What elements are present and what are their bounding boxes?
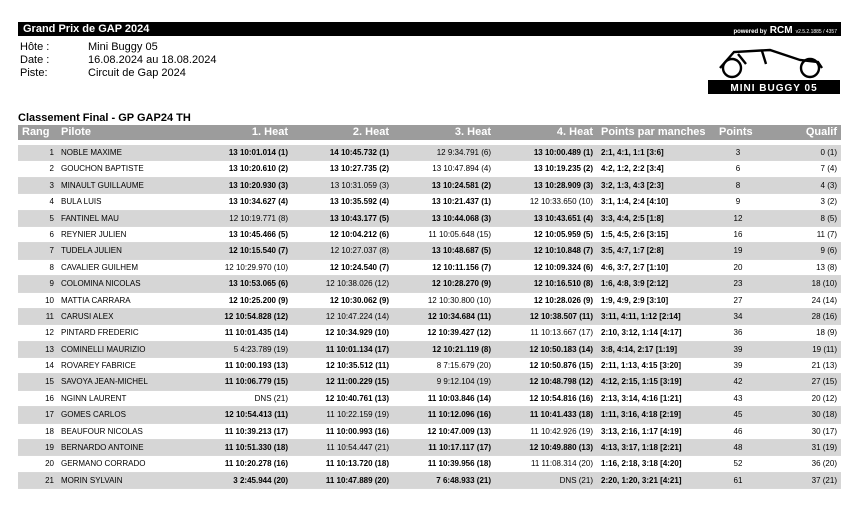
heat-1-cell: 13 10:53.065 (6) <box>228 279 288 289</box>
col-pilot: Pilote <box>61 126 91 138</box>
pilot-cell: REYNIER JULIEN <box>61 229 127 239</box>
points-per-heat-cell: 3:8, 4:14, 2:17 [1:19] <box>601 344 678 354</box>
results-table <box>18 145 841 489</box>
heat-3-cell: 12 10:30.800 (10) <box>427 295 491 305</box>
heat-2-cell: 12 10:47.224 (14) <box>325 311 389 321</box>
points-cell: 43 <box>733 393 743 403</box>
heat-4-cell: 12 10:50.876 (15) <box>529 361 593 371</box>
track-value: Circuit de Gap 2024 <box>88 67 186 79</box>
rank-cell: 7 <box>49 246 54 256</box>
qualif-cell: 13 (8) <box>816 262 837 272</box>
col-heat1: 1. Heat <box>251 126 288 138</box>
heat-1-cell: 13 10:20.930 (3) <box>228 180 288 190</box>
heat-2-cell: 14 10:45.732 (1) <box>329 148 389 157</box>
heat-1-cell: 11 10:20.278 (16) <box>224 459 288 469</box>
logo-text: MINI BUGGY 05 <box>730 83 818 94</box>
heat-3-cell: 12 9:34.791 (6) <box>436 148 491 157</box>
table-row <box>18 194 841 210</box>
rank-cell: 20 <box>45 459 54 469</box>
points-cell: 27 <box>733 295 743 305</box>
heat-2-cell: 11 10:13.720 (18) <box>325 459 389 469</box>
table-row <box>18 473 841 489</box>
host-label: Hôte : <box>20 41 50 53</box>
pilot-cell: MORIN SYLVAIN <box>61 475 123 485</box>
brand-name: RCM <box>769 25 793 36</box>
heat-3-cell: 13 10:24.581 (2) <box>431 180 491 190</box>
heat-2-cell: 11 10:00.993 (16) <box>325 426 389 436</box>
heat-2-cell: 12 10:04.212 (6) <box>329 229 389 239</box>
heat-1-cell: 3 2:45.944 (20) <box>233 475 288 485</box>
rank-cell: 16 <box>45 393 54 403</box>
heat-4-cell: 12 10:33.650 (10) <box>529 197 593 207</box>
rank-cell: 9 <box>49 279 54 289</box>
qualif-cell: 9 (6) <box>820 246 837 256</box>
points-cell: 8 <box>735 180 741 190</box>
points-cell: 6 <box>735 164 741 174</box>
heat-3-cell: 13 10:21.437 (1) <box>431 197 491 207</box>
heat-3-cell: 7 6:48.933 (21) <box>436 475 491 485</box>
qualif-cell: 3 (2) <box>820 197 837 207</box>
points-per-heat-cell: 3:2, 1:3, 4:3 [2:3] <box>601 180 664 190</box>
qualif-cell: 8 (5) <box>820 213 837 223</box>
rank-cell: 4 <box>49 197 54 207</box>
points-cell: 16 <box>733 229 743 239</box>
heat-2-cell: 13 10:31.059 (3) <box>330 180 389 190</box>
rank-cell: 8 <box>49 262 54 272</box>
table-row <box>18 407 841 423</box>
pilot-cell: GOUCHON BAPTISTE <box>61 164 144 174</box>
heat-4-cell: 11 11:08.314 (20) <box>531 459 593 469</box>
host-value: Mini Buggy 05 <box>88 41 158 53</box>
heat-2-cell: 11 10:01.134 (17) <box>325 344 389 354</box>
heat-4-cell: 13 10:28.909 (3) <box>533 180 593 190</box>
pilot-cell: FANTINEL MAU <box>61 213 119 223</box>
rank-cell: 18 <box>45 426 54 436</box>
heat-2-cell: 12 10:34.929 (10) <box>325 328 389 338</box>
heat-2-cell: 13 10:43.177 (5) <box>329 213 389 223</box>
heat-2-cell: 12 11:00.229 (15) <box>325 377 389 387</box>
points-cell: 23 <box>733 279 743 289</box>
pilot-cell: NGINN LAURENT <box>61 393 127 403</box>
heat-4-cell: 12 10:05.959 (5) <box>533 229 593 239</box>
heat-3-cell: 11 10:05.648 (15) <box>428 229 491 239</box>
pilot-cell: CARUSI ALEX <box>61 311 114 321</box>
rank-cell: 1 <box>49 148 54 157</box>
qualif-cell: 21 (13) <box>811 361 837 371</box>
rank-cell: 19 <box>45 443 54 453</box>
pilot-cell: GOMES CARLOS <box>61 410 126 420</box>
heat-1-cell: 12 10:25.200 (9) <box>228 295 288 305</box>
heat-4-cell: 13 10:00.489 (1) <box>533 148 593 157</box>
rank-cell: 12 <box>45 328 54 338</box>
heat-1-cell: 12 10:15.540 (7) <box>228 246 288 256</box>
table-row <box>18 211 841 227</box>
points-per-heat-cell: 1:5, 4:5, 2:6 [3:15] <box>601 229 669 239</box>
pilot-cell: CAVALIER GUILHEM <box>61 262 139 272</box>
col-heat4: 4. Heat <box>556 126 593 138</box>
rank-cell: 17 <box>45 410 54 420</box>
heat-4-cell: DNS (21) <box>559 475 593 485</box>
table-row <box>18 456 841 472</box>
points-per-heat-cell: 3:11, 4:11, 1:12 [2:14] <box>601 311 681 321</box>
points-cell: 34 <box>733 311 743 321</box>
heat-1-cell: 11 10:51.330 (18) <box>224 443 288 453</box>
pilot-cell: BEAUFOUR NICOLAS <box>61 426 143 436</box>
heat-1-cell: 5 4:23.789 (19) <box>233 344 288 354</box>
heat-4-cell: 12 10:38.507 (11) <box>529 311 593 321</box>
points-per-heat-cell: 1:11, 3:16, 4:18 [2:19] <box>601 410 682 420</box>
pilot-cell: TUDELA JULIEN <box>61 246 122 256</box>
points-cell: 52 <box>733 459 743 469</box>
rank-cell: 14 <box>45 361 54 371</box>
heat-2-cell: 11 10:47.889 (20) <box>325 475 389 485</box>
pilot-cell: GERMANO CORRADO <box>61 459 146 469</box>
heat-4-cell: 13 10:43.651 (4) <box>533 213 593 223</box>
heat-4-cell: 12 10:50.183 (14) <box>529 344 593 354</box>
track-label: Piste: <box>20 67 48 79</box>
table-row <box>18 391 841 407</box>
pilot-cell: ROVAREY FABRICE <box>61 361 136 371</box>
points-per-heat-cell: 4:6, 3:7, 2:7 [1:10] <box>601 262 669 272</box>
heat-1-cell: 12 10:54.828 (12) <box>224 311 288 321</box>
heat-1-cell: 11 10:00.193 (13) <box>224 361 288 371</box>
qualif-cell: 28 (16) <box>811 311 837 321</box>
heat-4-cell: 13 10:19.235 (2) <box>533 164 593 174</box>
title-bar <box>18 22 841 36</box>
heat-3-cell: 12 10:28.270 (9) <box>431 279 491 289</box>
pilot-cell: NOBLE MAXIME <box>61 148 122 157</box>
pilot-cell: BULA LUIS <box>61 197 102 207</box>
qualif-cell: 36 (20) <box>811 459 837 469</box>
points-per-heat-cell: 2:13, 3:14, 4:16 [1:21] <box>601 393 682 403</box>
points-cell: 20 <box>733 262 743 272</box>
pilot-cell: COLOMINA NICOLAS <box>61 279 141 289</box>
points-cell: 61 <box>733 475 743 485</box>
table-row <box>18 325 841 341</box>
rank-cell: 21 <box>45 475 54 485</box>
points-cell: 42 <box>733 377 743 387</box>
table-row <box>18 178 841 194</box>
heat-1-cell: 11 10:06.779 (15) <box>224 377 288 387</box>
date-value: 16.08.2024 au 18.08.2024 <box>88 54 217 66</box>
heat-3-cell: 11 10:39.956 (18) <box>427 459 491 469</box>
heat-4-cell: 11 10:13.667 (17) <box>530 328 593 338</box>
heat-1-cell: DNS (21) <box>254 393 288 403</box>
table-row <box>18 243 841 259</box>
qualif-cell: 18 (10) <box>811 279 837 289</box>
heat-4-cell: 12 10:10.848 (7) <box>533 246 593 256</box>
points-per-heat-cell: 2:11, 1:13, 4:15 [3:20] <box>601 361 682 371</box>
qualif-cell: 37 (21) <box>811 475 837 485</box>
qualif-cell: 4 (3) <box>820 180 837 190</box>
heat-3-cell: 13 10:48.687 (5) <box>431 246 491 256</box>
qualif-cell: 24 (14) <box>811 295 837 305</box>
table-row <box>18 227 841 243</box>
table-row <box>18 161 841 177</box>
heat-2-cell: 12 10:40.761 (13) <box>325 393 389 403</box>
points-cell: 48 <box>733 443 743 453</box>
heat-2-cell: 12 10:27.037 (8) <box>330 246 389 256</box>
mini-buggy-logo <box>700 40 842 96</box>
heat-2-cell: 12 10:30.062 (9) <box>329 295 389 305</box>
points-per-heat-cell: 4:2, 1:2, 2:2 [3:4] <box>601 164 664 174</box>
col-points-per-heat: Points par manches <box>601 126 706 138</box>
points-per-heat-cell: 1:9, 4:9, 2:9 [3:10] <box>601 295 669 305</box>
heat-3-cell: 11 10:03.846 (14) <box>427 393 491 403</box>
heat-3-cell: 12 10:34.684 (11) <box>427 311 491 321</box>
table-row <box>18 358 841 374</box>
rank-cell: 6 <box>49 229 54 239</box>
points-cell: 19 <box>733 246 743 256</box>
table-row <box>18 440 841 456</box>
heat-1-cell: 12 10:19.771 (8) <box>229 213 288 223</box>
col-heat2: 2. Heat <box>352 126 389 138</box>
qualif-cell: 19 (11) <box>812 344 837 354</box>
qualif-cell: 0 (1) <box>820 148 837 157</box>
points-per-heat-cell: 2:10, 3:12, 1:14 [4:17] <box>601 328 682 338</box>
heat-3-cell: 12 10:11.156 (7) <box>432 262 491 272</box>
col-heat3: 3. Heat <box>454 126 491 138</box>
rank-cell: 15 <box>45 377 54 387</box>
table-row <box>18 424 841 440</box>
heat-4-cell: 12 10:49.880 (13) <box>529 443 593 453</box>
points-cell: 3 <box>735 148 741 157</box>
powered-by-label: powered by <box>733 29 767 35</box>
table-row <box>18 342 841 358</box>
points-cell: 46 <box>733 426 743 436</box>
heat-1-cell: 13 10:34.627 (4) <box>228 197 288 207</box>
heat-2-cell: 13 10:35.592 (4) <box>329 197 389 207</box>
table-row <box>18 276 841 292</box>
heat-1-cell: 13 10:45.466 (5) <box>228 229 288 239</box>
points-cell: 39 <box>733 361 743 371</box>
points-per-heat-cell: 3:5, 4:7, 1:7 [2:8] <box>601 246 664 256</box>
qualif-cell: 27 (15) <box>811 377 837 387</box>
points-per-heat-cell: 3:13, 2:16, 1:17 [4:19] <box>601 426 682 436</box>
table-row <box>18 309 841 325</box>
qualif-cell: 18 (9) <box>816 328 837 338</box>
points-per-heat-cell: 2:20, 1:20, 3:21 [4:21] <box>601 475 682 485</box>
rank-cell: 2 <box>49 164 54 174</box>
heat-2-cell: 11 10:22.159 (19) <box>326 410 389 420</box>
version-text: v2.5.2.1885 / 4357 <box>795 29 837 35</box>
heat-3-cell: 11 10:17.117 (17) <box>428 443 491 453</box>
rank-cell: 10 <box>45 295 54 305</box>
col-points: Points <box>719 126 753 138</box>
qualif-cell: 31 (19) <box>811 443 837 453</box>
rank-cell: 5 <box>49 213 54 223</box>
points-per-heat-cell: 1:16, 2:18, 3:18 [4:20] <box>601 459 682 469</box>
heat-1-cell: 13 10:20.610 (2) <box>228 164 288 174</box>
qualif-cell: 30 (17) <box>811 426 837 436</box>
points-per-heat-cell: 3:1, 1:4, 2:4 [4:10] <box>601 197 669 207</box>
heat-1-cell: 11 10:39.213 (17) <box>224 426 288 436</box>
pilot-cell: SAVOYA JEAN-MICHEL <box>61 377 148 387</box>
points-per-heat-cell: 2:1, 4:1, 1:1 [3:6] <box>601 148 664 157</box>
event-title: Grand Prix de GAP 2024 <box>23 23 150 35</box>
col-rank: Rang <box>22 126 50 138</box>
heat-2-cell: 12 10:24.540 (7) <box>329 262 389 272</box>
heat-3-cell: 13 10:44.068 (3) <box>431 213 491 223</box>
pilot-cell: PINTARD FREDERIC <box>61 328 139 338</box>
heat-1-cell: 13 10:01.014 (1) <box>228 148 288 157</box>
points-cell: 9 <box>735 197 741 207</box>
pilot-cell: MINAULT GUILLAUME <box>61 180 144 190</box>
pilot-cell: BERNARDO ANTOINE <box>61 443 144 453</box>
date-label: Date : <box>20 54 50 66</box>
qualif-cell: 7 (4) <box>820 164 837 174</box>
heat-1-cell: 12 10:54.413 (11) <box>224 410 288 420</box>
heat-3-cell: 8 7:15.679 (20) <box>436 361 491 371</box>
heat-2-cell: 12 10:35.512 (11) <box>325 361 389 371</box>
heat-4-cell: 12 10:09.324 (6) <box>533 262 593 272</box>
heat-2-cell: 11 10:54.447 (21) <box>326 443 389 453</box>
heat-4-cell: 12 10:16.510 (8) <box>533 279 593 289</box>
points-cell: 36 <box>733 328 743 338</box>
heat-3-cell: 12 10:39.427 (12) <box>427 328 491 338</box>
points-cell: 39 <box>733 344 743 354</box>
points-per-heat-cell: 1:6, 4:8, 3:9 [2:12] <box>601 279 669 289</box>
heat-3-cell: 11 10:12.096 (16) <box>427 410 491 420</box>
heat-3-cell: 12 10:21.119 (8) <box>432 344 491 354</box>
col-qualif: Qualif <box>805 126 837 138</box>
qualif-cell: 11 (7) <box>816 229 837 239</box>
rank-cell: 3 <box>49 180 54 190</box>
heat-3-cell: 13 10:47.894 (4) <box>432 164 491 174</box>
heat-1-cell: 12 10:29.970 (10) <box>224 262 288 272</box>
pilot-cell: MATTIA CARRARA <box>61 295 131 305</box>
table-row <box>18 260 841 276</box>
heat-4-cell: 11 10:42.926 (19) <box>530 426 593 436</box>
heat-4-cell: 12 10:54.816 (16) <box>529 393 593 403</box>
points-cell: 45 <box>733 410 743 420</box>
table-row <box>18 145 841 161</box>
powered-by <box>733 22 837 39</box>
qualif-cell: 20 (12) <box>811 393 837 403</box>
heat-4-cell: 12 10:28.026 (9) <box>533 295 593 305</box>
heat-4-cell: 12 10:48.798 (12) <box>529 377 593 387</box>
table-row <box>18 293 841 309</box>
points-per-heat-cell: 4:12, 2:15, 1:15 [3:19] <box>601 377 682 387</box>
heat-1-cell: 11 10:01.435 (14) <box>224 328 288 338</box>
heat-3-cell: 9 9:12.104 (19) <box>436 377 491 387</box>
section-title: Classement Final - GP GAP24 TH <box>18 112 191 124</box>
heat-4-cell: 11 10:41.433 (18) <box>529 410 593 420</box>
heat-2-cell: 12 10:38.026 (12) <box>325 279 389 289</box>
points-per-heat-cell: 3:3, 4:4, 2:5 [1:8] <box>601 213 664 223</box>
points-cell: 12 <box>733 213 743 223</box>
qualif-cell: 30 (18) <box>811 410 837 420</box>
points-per-heat-cell: 4:13, 3:17, 1:18 [2:21] <box>601 443 682 453</box>
table-row <box>18 374 841 390</box>
heat-3-cell: 12 10:47.009 (13) <box>427 426 491 436</box>
table-header <box>18 125 841 140</box>
rank-cell: 13 <box>45 344 54 354</box>
heat-2-cell: 13 10:27.735 (2) <box>329 164 389 174</box>
pilot-cell: COMINELLI MAURIZIO <box>61 344 146 354</box>
rank-cell: 11 <box>45 311 54 321</box>
